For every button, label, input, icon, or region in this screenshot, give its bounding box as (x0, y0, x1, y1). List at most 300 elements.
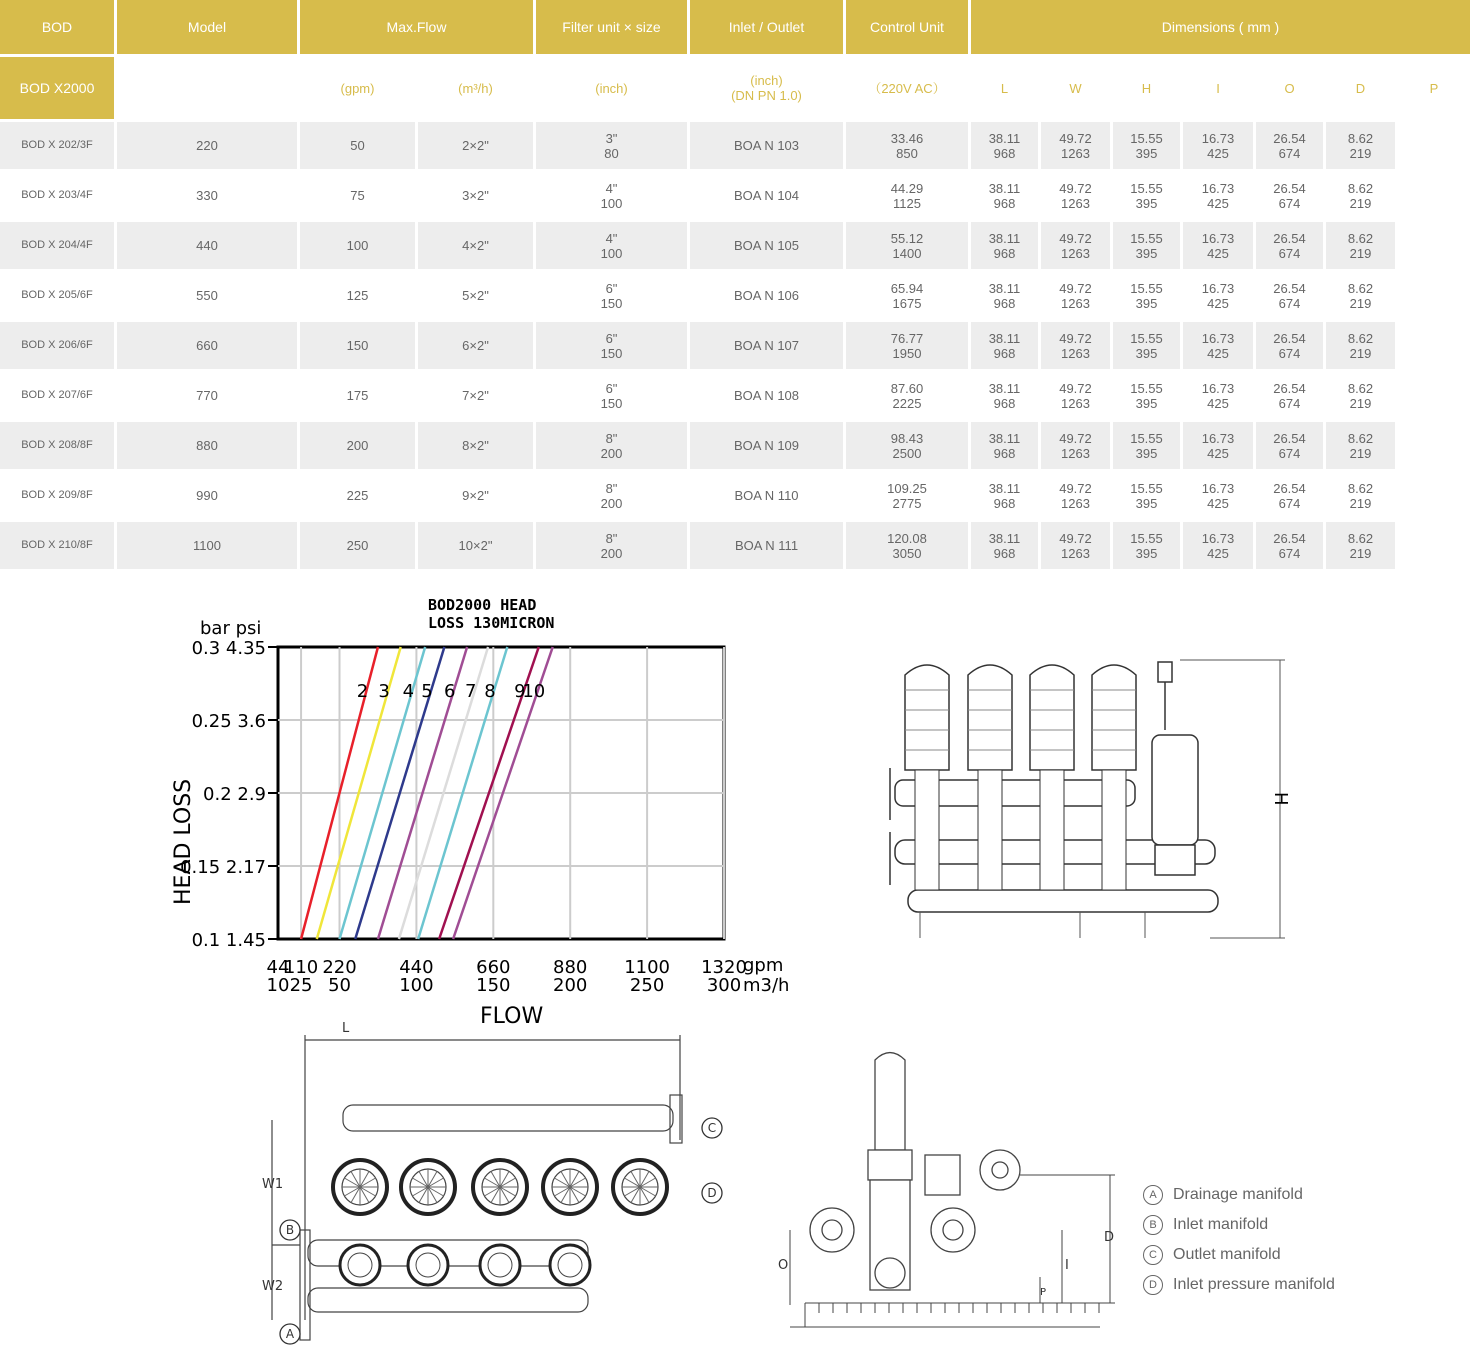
dim-H-cell (1041, 522, 1113, 572)
y-axis-label: HEAD LOSS (171, 778, 196, 905)
legend-label-inlet: Inlet manifold (1173, 1216, 1269, 1233)
dim-P-cell-inch: 8.62 (1347, 430, 1374, 446)
y-tick-label: 0.2 2.9 (203, 784, 266, 805)
inlet-cell-inch: 8" (605, 530, 618, 546)
dim-O-cell-inch: 16.73 (1201, 330, 1235, 346)
inlet-cell-mm: 200 (600, 545, 623, 561)
dim-I-cell (1113, 372, 1183, 422)
dim-P-cell (1326, 472, 1398, 522)
x-tick-m3h: 50 (328, 975, 351, 996)
dim-L-cell-inch: 87.60 (890, 380, 924, 396)
series-label-3: 3 (378, 680, 390, 702)
dim-H-cell-mm: 1263 (1061, 295, 1090, 311)
dim-O-cell-mm: 425 (1207, 295, 1229, 311)
dim-O-cell (1183, 472, 1256, 522)
inlet-cell-inch: 3" (605, 130, 618, 146)
series-label-2: 2 (356, 680, 369, 702)
dim-D-cell (1256, 522, 1326, 572)
inlet-cell (536, 172, 690, 222)
dim-H-cell (1041, 222, 1113, 272)
dim-P-cell-inch: 8.62 (1347, 330, 1374, 346)
dim-I-cell-mm: 395 (1135, 295, 1158, 311)
dim-H-cell-inch: 49.72 (1059, 130, 1092, 146)
gpm-cell: 330 (117, 172, 300, 222)
dim-D-cell-mm: 674 (1278, 195, 1301, 211)
dim-W-cell-inch: 38.11 (988, 430, 1021, 446)
header-filter-unit: Filter unit × size (536, 0, 690, 57)
inlet-cell (536, 122, 690, 172)
head-loss-chart (150, 585, 850, 1035)
dim-L-cell-inch: 120.08 (887, 530, 927, 546)
unit-W: W (1041, 57, 1113, 122)
dim-O-cell-inch: 16.73 (1201, 380, 1235, 396)
filter-cell: 3×2" (418, 172, 536, 222)
x-tick-gpm: 110 (283, 957, 319, 978)
dim-P-cell (1326, 122, 1398, 172)
unit-inlet (690, 57, 846, 122)
dim-O-cell-mm: 425 (1207, 145, 1229, 161)
dim-D-cell (1256, 122, 1326, 172)
dim-H-cell-mm: 1263 (1061, 245, 1090, 261)
control-cell: BOA N 104 (690, 172, 846, 222)
unit-inch: (inch) (536, 57, 690, 122)
dim-P-label: P (1040, 1287, 1047, 1298)
dim-W-cell-inch: 38.11 (988, 180, 1021, 196)
model-cell: BOD X 204/4F (0, 222, 117, 272)
spec-table (0, 0, 1473, 572)
dim-I-cell (1113, 522, 1183, 572)
dim-P-cell-mm: 219 (1349, 195, 1372, 211)
dim-H-cell-mm: 1263 (1061, 145, 1090, 161)
marker-A: A (285, 1327, 295, 1341)
legend-item-inlet (1143, 1210, 1335, 1240)
unit-model-empty (117, 57, 300, 122)
inlet-cell-mm: 100 (600, 195, 623, 211)
series-label-6: 6 (443, 680, 456, 702)
dim-D-cell-mm: 674 (1278, 295, 1301, 311)
dim-D-cell-mm: 674 (1278, 545, 1301, 561)
control-cell: BOA N 103 (690, 122, 846, 172)
dim-W-cell-mm: 968 (993, 395, 1016, 411)
dim-H-label: H (1270, 792, 1291, 806)
legend-item-drainage (1143, 1180, 1335, 1210)
control-cell: BOA N 111 (690, 522, 846, 572)
dim-P-cell-inch: 8.62 (1347, 380, 1374, 396)
x-tick-m3h: 100 (399, 975, 434, 996)
dim-I-cell-mm: 395 (1135, 195, 1158, 211)
dim-I-cell-inch: 15.55 (1130, 280, 1163, 296)
x-tick-gpm: 1320 (701, 957, 747, 978)
header-dimensions: Dimensions ( mm ) (971, 0, 1473, 57)
table-row (0, 422, 1473, 472)
dim-D-cell-inch: 26.54 (1273, 180, 1306, 196)
dim-W2-label: W2 (262, 1279, 284, 1294)
dim-L-cell (846, 472, 971, 522)
unit-H: H (1113, 57, 1183, 122)
dim-W-cell-inch: 38.11 (988, 480, 1021, 496)
dim-P-cell-mm: 219 (1349, 395, 1372, 411)
dim-W-cell-inch: 38.11 (988, 230, 1021, 246)
series-label-5: 5 (421, 680, 433, 702)
header-max-flow: Max.Flow (300, 0, 536, 57)
dim-D-cell-mm: 674 (1278, 245, 1301, 261)
model-cell: BOD X 206/6F (0, 322, 117, 372)
dim-I-cell-inch: 15.55 (1130, 530, 1163, 546)
dim-D-cell-mm: 674 (1278, 495, 1301, 511)
dim-L-cell (846, 522, 971, 572)
inlet-cell-inch: 8" (605, 430, 618, 446)
x-tick-m3h: 10 (266, 975, 290, 996)
x-tick-m3h: 300 (706, 975, 742, 996)
dim-I-cell-mm: 395 (1135, 145, 1158, 161)
dim-L-cell (846, 222, 971, 272)
dim-P-cell-inch: 8.62 (1347, 530, 1374, 546)
dim-H-cell-mm: 1263 (1061, 195, 1090, 211)
legend-item-inlet-pressure (1143, 1270, 1335, 1300)
filter-cell: 6×2" (418, 322, 536, 372)
dim-D-cell-inch: 26.54 (1273, 380, 1306, 396)
unit-m3h: (m³/h) (418, 57, 536, 122)
dim-O-cell (1183, 522, 1256, 572)
legend-marker-c: C (1143, 1245, 1163, 1265)
dim-L-cell-mm: 2775 (892, 495, 922, 511)
x-tick-gpm: 660 (476, 957, 511, 978)
series-label-10: 10 (522, 680, 546, 702)
dim-H-cell-inch: 49.72 (1059, 230, 1092, 246)
dim-L-cell-inch: 76.77 (890, 330, 924, 346)
inlet-cell (536, 372, 690, 422)
inlet-cell-mm: 200 (600, 495, 623, 511)
dim-P-cell-mm: 219 (1349, 445, 1372, 461)
dim-I-cell-inch: 15.55 (1130, 430, 1163, 446)
dim-I-cell-inch: 15.55 (1130, 380, 1163, 396)
dim-H-cell-inch: 49.72 (1059, 480, 1092, 496)
dim-O-cell-mm: 425 (1207, 495, 1229, 511)
marker-B: B (285, 1223, 295, 1237)
dim-W-cell-inch: 38.11 (988, 530, 1021, 546)
x-tick-m3h: 200 (553, 975, 588, 996)
model-cell: BOD X 210/8F (0, 522, 117, 572)
dim-P-cell-mm: 219 (1349, 295, 1372, 311)
gpm-cell: 770 (117, 372, 300, 422)
gpm-cell: 990 (117, 472, 300, 522)
legend-marker-a: A (1143, 1185, 1163, 1205)
control-cell: BOA N 107 (690, 322, 846, 372)
dim-I-cell (1113, 472, 1183, 522)
dim-O-cell-mm: 425 (1207, 195, 1229, 211)
chart-title-line1: BOD2000 HEAD (428, 596, 537, 614)
filter-housing (1030, 665, 1074, 770)
dim-O-cell (1183, 272, 1256, 322)
dim-W-cell-mm: 968 (993, 445, 1016, 461)
series-label-4: 4 (402, 680, 415, 702)
inlet-cell-inch: 6" (605, 280, 618, 296)
model-cell: BOD X 203/4F (0, 172, 117, 222)
header-inlet-outlet: Inlet / Outlet (690, 0, 846, 57)
dim-W-cell (971, 122, 1041, 172)
dim-L-cell-mm: 1125 (893, 195, 921, 211)
dim-L-cell-inch: 98.43 (890, 430, 924, 446)
dim-D-cell-mm: 674 (1278, 145, 1301, 161)
model-cell: BOD X 205/6F (0, 272, 117, 322)
dim-O-cell-inch: 16.73 (1201, 180, 1235, 196)
inlet-cell (536, 272, 690, 322)
dim-P-cell (1326, 272, 1398, 322)
header-control-unit: Control Unit (846, 0, 971, 57)
dim-I-cell (1113, 222, 1183, 272)
dim-P-cell (1326, 222, 1398, 272)
dim-W-cell-mm: 968 (993, 245, 1016, 261)
x-tick-m3h: 25 (289, 975, 313, 996)
inlet-cell (536, 422, 690, 472)
table-row (0, 472, 1473, 522)
dim-D-cell-inch: 26.54 (1273, 280, 1306, 296)
dim-L-cell-inch: 55.12 (890, 230, 924, 246)
dim-W-cell-inch: 38.11 (988, 380, 1021, 396)
dim-L-cell (846, 322, 971, 372)
inlet-cell-inch: 6" (605, 330, 618, 346)
x-tick-gpm: 220 (322, 957, 357, 978)
dim-W-cell (971, 422, 1041, 472)
dim-W-cell-mm: 968 (993, 545, 1016, 561)
filter-cell: 9×2" (418, 472, 536, 522)
dim-O-cell (1183, 172, 1256, 222)
dim-W-cell-inch: 38.11 (988, 280, 1021, 296)
x-unit-m3h: m3/h (743, 975, 790, 996)
marker-C: C (707, 1121, 717, 1135)
dim-L-cell-inch: 65.94 (890, 280, 924, 296)
dim-O-cell-inch: 16.73 (1201, 530, 1235, 546)
dim-D-cell-mm: 674 (1278, 445, 1301, 461)
dim-I-cell-inch: 15.55 (1130, 480, 1163, 496)
dim-I-label: I (1065, 1258, 1069, 1273)
dim-L-cell (846, 272, 971, 322)
table-row (0, 272, 1473, 322)
dim-O-cell (1183, 222, 1256, 272)
dim-W-cell-mm: 968 (993, 195, 1016, 211)
gpm-cell: 660 (117, 322, 300, 372)
dim-O-cell-mm: 425 (1207, 445, 1229, 461)
legend-marker-d: D (1143, 1275, 1163, 1295)
y-tick-label: 0.3 4.35 (191, 638, 266, 659)
dim-H-cell-inch: 49.72 (1059, 430, 1092, 446)
dim-W-cell (971, 172, 1041, 222)
inlet-cell-inch: 4" (605, 230, 618, 246)
dim-P-cell-inch: 8.62 (1347, 280, 1374, 296)
dim-W-cell (971, 522, 1041, 572)
dim-D-cell-mm: 674 (1278, 345, 1301, 361)
dim-I-cell (1113, 272, 1183, 322)
dim-P-cell (1326, 172, 1398, 222)
dim-H-cell (1041, 422, 1113, 472)
dim-O-cell-inch: 16.73 (1201, 230, 1235, 246)
dim-H-cell-mm: 1263 (1061, 345, 1090, 361)
series-label-9: 9 (514, 680, 526, 702)
filter-cell: 10×2" (418, 522, 536, 572)
dim-L-cell-mm: 2500 (892, 445, 922, 461)
dim-H-cell (1041, 122, 1113, 172)
gpm-cell: 440 (117, 222, 300, 272)
dim-L-label: L (342, 1021, 350, 1036)
m3h-cell: 225 (300, 472, 418, 522)
gpm-cell: 220 (117, 122, 300, 172)
y-tick-label: 0.15 2.17 (180, 857, 266, 878)
dim-W-cell (971, 272, 1041, 322)
dim-P-cell-mm: 219 (1349, 345, 1372, 361)
series-label-7: 7 (464, 680, 477, 702)
dim-D-cell-inch: 26.54 (1273, 430, 1306, 446)
dim-W-cell (971, 322, 1041, 372)
x-tick-m3h: 250 (629, 975, 665, 996)
gpm-cell: 880 (117, 422, 300, 472)
unit-control: （220V AC） (846, 57, 971, 122)
m3h-cell: 175 (300, 372, 418, 422)
dim-H-cell-mm: 1263 (1061, 445, 1090, 461)
dim-O-cell (1183, 372, 1256, 422)
inlet-cell-inch: 4" (605, 180, 618, 196)
unit-L: L (971, 57, 1041, 122)
m3h-cell: 75 (300, 172, 418, 222)
unit-gpm: (gpm) (300, 57, 418, 122)
m3h-cell: 200 (300, 422, 418, 472)
dim-I-cell-inch: 15.55 (1130, 130, 1163, 146)
unit-O: O (1256, 57, 1326, 122)
dim-H-cell-inch: 49.72 (1059, 380, 1092, 396)
dim-H-cell-mm: 1263 (1061, 495, 1090, 511)
dim-I-cell-mm: 395 (1135, 245, 1158, 261)
dim-D-cell (1256, 422, 1326, 472)
dim-O-cell-mm: 425 (1207, 245, 1229, 261)
inlet-cell-inch: 6" (605, 380, 618, 396)
table-row (0, 122, 1473, 172)
dim-L-cell-inch: 109.25 (887, 480, 927, 496)
unit-D: D (1326, 57, 1398, 122)
dim-I-cell (1113, 322, 1183, 372)
table-row (0, 522, 1473, 572)
unit-inlet-dn: (DN PN 1.0) (731, 88, 802, 103)
control-cell: BOA N 105 (690, 222, 846, 272)
dim-H-cell (1041, 372, 1113, 422)
dim-H-cell-mm: 1263 (1061, 545, 1090, 561)
filter-housing (968, 665, 1012, 770)
dim-D-cell-mm: 674 (1278, 395, 1301, 411)
dim-H-cell (1041, 272, 1113, 322)
inlet-cell-mm: 100 (600, 245, 623, 261)
dim-P-cell-inch: 8.62 (1347, 230, 1374, 246)
dim-L-cell-mm: 850 (896, 145, 918, 161)
filter-housing (905, 665, 949, 770)
m3h-cell: 125 (300, 272, 418, 322)
dim-I-cell-inch: 15.55 (1130, 330, 1163, 346)
dim-L-cell-mm: 1950 (892, 345, 922, 361)
dim-D-cell-inch: 26.54 (1273, 480, 1306, 496)
dim-D-cell (1256, 472, 1326, 522)
gpm-cell: 1100 (117, 522, 300, 572)
y-unit-header: bar psi (200, 618, 262, 639)
x-tick-gpm: 880 (553, 957, 588, 978)
dim-O-label: O (778, 1258, 789, 1273)
inlet-cell-mm: 150 (600, 395, 623, 411)
m3h-cell: 50 (300, 122, 418, 172)
dim-P-cell-mm: 219 (1349, 245, 1372, 261)
filter-cell: 5×2" (418, 272, 536, 322)
dim-H-cell-inch: 49.72 (1059, 180, 1092, 196)
unit-inlet-inch: (inch) (750, 73, 783, 88)
inlet-cell (536, 522, 690, 572)
dim-O-cell-mm: 425 (1207, 545, 1229, 561)
control-cell: BOA N 106 (690, 272, 846, 322)
dim-H-cell (1041, 322, 1113, 372)
dim-O-cell-inch: 16.73 (1201, 480, 1235, 496)
dim-H-cell-inch: 49.72 (1059, 330, 1092, 346)
filter-cell: 7×2" (418, 372, 536, 422)
x-tick-m3h: 150 (476, 975, 511, 996)
inlet-cell (536, 322, 690, 372)
dim-W-cell-inch: 38.11 (988, 130, 1021, 146)
dim-I-cell-mm: 395 (1135, 495, 1158, 511)
dim-W-cell-inch: 38.11 (988, 330, 1021, 346)
dim-W-cell-mm: 968 (993, 145, 1016, 161)
dim-D-cell-inch: 26.54 (1273, 130, 1306, 146)
dim-L-cell-inch: 33.46 (890, 130, 924, 146)
m3h-cell: 100 (300, 222, 418, 272)
dim-P-cell-inch: 8.62 (1347, 180, 1374, 196)
dim-L-cell-mm: 1675 (892, 295, 922, 311)
dim-W1-label: W1 (262, 1177, 284, 1192)
dim-L-cell-inch: 44.29 (890, 180, 924, 196)
dim-D-label: D (1104, 1230, 1115, 1245)
dim-D-cell (1256, 222, 1326, 272)
table-row (0, 322, 1473, 372)
dim-H-cell (1041, 172, 1113, 222)
dim-P-cell-inch: 8.62 (1347, 480, 1374, 496)
dim-W-cell (971, 472, 1041, 522)
legend-marker-b: B (1143, 1215, 1163, 1235)
dim-W-cell (971, 222, 1041, 272)
dim-O-cell (1183, 422, 1256, 472)
x-axis-label: FLOW (480, 1004, 544, 1029)
dim-W-cell-mm: 968 (993, 345, 1016, 361)
inlet-cell-mm: 80 (604, 145, 619, 161)
dim-L-cell (846, 372, 971, 422)
dim-P-cell (1326, 522, 1398, 572)
gpm-cell: 550 (117, 272, 300, 322)
filter-cell: 2×2" (418, 122, 536, 172)
y-tick-label: 0.25 3.6 (191, 711, 266, 732)
dim-W-cell (971, 372, 1041, 422)
header-row (0, 0, 1473, 57)
chart-title-line2: LOSS 130MICRON (428, 614, 555, 632)
dim-O-cell-inch: 16.73 (1201, 280, 1235, 296)
dim-P-cell-mm: 219 (1349, 495, 1372, 511)
inlet-cell-inch: 8" (605, 480, 618, 496)
table-row (0, 222, 1473, 272)
dim-I-cell-mm: 395 (1135, 395, 1158, 411)
dim-P-cell (1326, 322, 1398, 372)
dim-L-cell (846, 422, 971, 472)
dim-I-cell (1113, 122, 1183, 172)
filter-cell: 4×2" (418, 222, 536, 272)
x-tick-gpm: 1100 (624, 957, 671, 978)
dim-P-cell-inch: 8.62 (1347, 130, 1374, 146)
dim-I-cell-mm: 395 (1135, 345, 1158, 361)
control-cell: BOA N 108 (690, 372, 846, 422)
m3h-cell: 150 (300, 322, 418, 372)
dim-P-cell-mm: 219 (1349, 545, 1372, 561)
x-unit-gpm: gpm (743, 955, 784, 976)
dim-D-cell (1256, 372, 1326, 422)
dim-P-cell (1326, 372, 1398, 422)
